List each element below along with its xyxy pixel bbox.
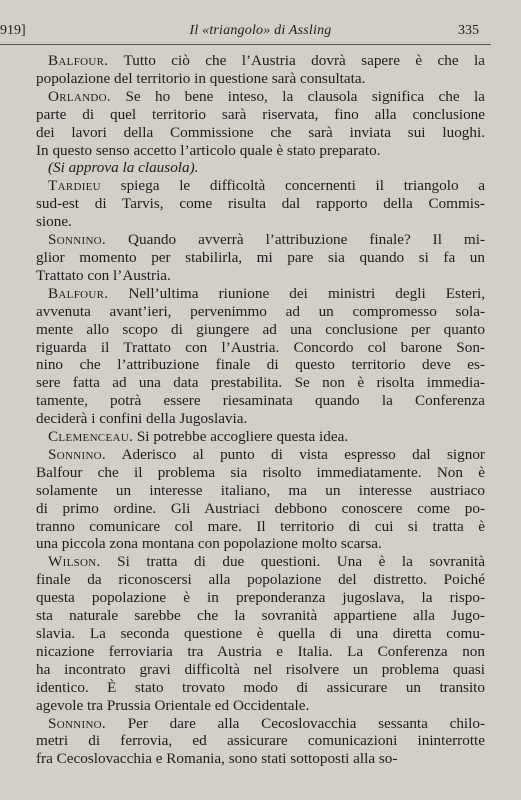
paragraph <box>36 715 485 769</box>
line-text: metri di ferrovia, ed assicurare comunicazioni ininterrotte <box>36 732 485 750</box>
line-text: sud-est di Tarvis, come risulta dal rapporto della Commis- <box>36 195 485 213</box>
line-text: Tutto ciò che l’Austria dovrà sapere è che la <box>123 52 485 69</box>
text-line <box>36 303 485 321</box>
line-text: In questo senso accetto l’articolo quale è stato preparato. <box>36 141 381 159</box>
text-line <box>36 231 485 249</box>
line-text: slavia. La seconda questione è quella di una diretta comu- <box>36 625 485 642</box>
line-text: Si potrebbe accogliere questa idea. <box>136 428 349 446</box>
line-text: sione. <box>36 213 72 231</box>
line-text: Trattato con l’Austria. <box>36 266 171 284</box>
text-line <box>36 267 485 285</box>
line-text: parte di quel territorio sarà riservata, fino alla conclusione <box>36 105 485 123</box>
text-line <box>36 339 485 357</box>
line-text: sere fatta ad una data prestabilita. Se non è risolta immedia- <box>36 374 485 392</box>
paragraph <box>36 52 485 88</box>
speaker-name: Sonnino. <box>48 714 107 732</box>
line-text: identico. È stato trovato modo di assicurare un transito <box>36 678 485 696</box>
text-line <box>36 750 485 768</box>
line-text: di primo ordine. Gli Austriaci debbono conoscere come po- <box>36 499 485 517</box>
text-line <box>36 410 485 428</box>
text-line <box>36 195 485 213</box>
text-line <box>36 124 485 142</box>
text-line <box>36 518 485 536</box>
text-line <box>36 374 485 392</box>
text-line <box>36 106 485 124</box>
line-text: (Si approva la clausola). <box>48 159 199 177</box>
text-line <box>36 553 485 571</box>
line-text: mente allo scopo di giungere ad una conclusione per quanto <box>36 320 485 338</box>
text-line <box>36 679 485 697</box>
line-text: tranno comunicare col mare. Il territorio di cui si tratta è <box>36 517 485 535</box>
text-line <box>36 571 485 589</box>
text-line <box>36 88 485 106</box>
line-text: spiega le difficoltà concernenti il triangolo a <box>120 177 486 195</box>
line-text: finale da riconoscersi alla popolazione del distretto. Poiché <box>36 571 485 589</box>
line-text: Si tratta di due questioni. Una è la sovranità <box>117 553 486 571</box>
line-text: una piccola zona montana con popolazione molto scarsa. <box>36 535 382 553</box>
paragraph <box>36 446 485 553</box>
speaker-name: Sonnino. <box>48 231 107 249</box>
speaker-name: Tardieu <box>48 177 101 195</box>
body-text <box>36 52 485 768</box>
line-text: nino che l’attribuzione finale di questo territorio deve es- <box>36 356 485 374</box>
line-text: nicazione ferroviaria tra Austria e Italia. La Conferenza non <box>36 642 485 660</box>
paragraph <box>36 553 485 714</box>
text-line <box>36 321 485 339</box>
text-line <box>36 428 485 446</box>
line-text: glior momento per stabilirla, mi pare sia quando si fa un <box>36 248 485 266</box>
line-text: tamente, potrà essere riesaminata quando la Conferenza <box>36 392 485 410</box>
text-line <box>36 159 485 177</box>
header-rule <box>0 44 491 45</box>
line-text: Se ho bene inteso, la clausola significa che la <box>125 87 486 105</box>
speaker-name: Clemenceau. <box>48 428 134 446</box>
text-line <box>36 715 485 733</box>
line-text: Quando avverrà l’attribuzione finale? Il mi- <box>128 231 485 249</box>
paragraph <box>36 177 485 231</box>
line-text: dei lavori della Commissione che sarà inviata sui luoghi. <box>36 123 485 141</box>
page-number: 335 <box>458 23 479 38</box>
line-text: Nell’ultima riunione dei ministri degli Esteri, <box>128 284 485 302</box>
line-text: agevole tra Prussia Orientale ed Occidentale. <box>36 696 310 714</box>
running-title: Il «triangolo» di Assling <box>189 23 332 38</box>
text-line <box>36 535 485 553</box>
text-line <box>36 285 485 303</box>
line-text: Aderisco al punto di vista espresso dal signor <box>121 445 485 463</box>
text-line <box>36 464 485 482</box>
header-year-fragment: 919] <box>0 23 26 38</box>
line-text: riguarda il Trattato con l’Austria. Concordo col barone Son- <box>36 338 485 356</box>
text-line <box>36 482 485 500</box>
text-line <box>36 213 485 231</box>
speaker-name: Sonnino. <box>48 445 107 463</box>
speaker-name: Orlando. <box>48 87 111 105</box>
line-text: ha incontrato gravi difficoltà nel risolvere un problema quasi <box>36 660 485 678</box>
line-text: popolazione del territorio in questione sarà consultata. <box>36 69 366 87</box>
text-line <box>36 732 485 750</box>
text-line <box>36 142 485 160</box>
text-line <box>36 500 485 518</box>
line-text: questa popolazione è in preponderanza jugoslava, la rispo- <box>36 589 485 607</box>
text-line <box>36 607 485 625</box>
line-text: Balfour che il problema sia risolto immediatamente. Non è <box>36 463 485 481</box>
line-text: avvenuta avant’ieri, pervenimmo ad un compromesso sola- <box>36 302 485 320</box>
paragraph <box>36 159 485 177</box>
line-text: fra Cecoslovacchia e Romania, sono stati sottoposti alla so- <box>36 750 398 768</box>
line-text: sta naturale sarebbe che la sovranità appartiene alla Jugo- <box>36 607 485 625</box>
line-text: Per dare alla Cecoslovacchia sessanta chilo- <box>127 714 486 732</box>
running-header <box>0 20 521 44</box>
speaker-name: Balfour. <box>48 52 109 69</box>
text-line <box>36 70 485 88</box>
speaker-name: Wilson. <box>48 553 101 571</box>
text-line <box>36 625 485 643</box>
text-line <box>36 643 485 661</box>
speaker-name: Balfour. <box>48 284 109 302</box>
text-line <box>36 392 485 410</box>
text-line <box>36 356 485 374</box>
text-line <box>36 52 485 70</box>
paragraph <box>36 428 485 446</box>
line-text: deciderà i confini della Jugoslavia. <box>36 410 248 428</box>
text-line <box>36 249 485 267</box>
paragraph <box>36 231 485 285</box>
line-text: solamente un interesse italiano, ma un interesse austriaco <box>36 481 485 499</box>
text-line <box>36 661 485 679</box>
paragraph <box>36 285 485 428</box>
text-line <box>36 177 485 195</box>
paragraph <box>36 88 485 160</box>
text-line <box>36 589 485 607</box>
text-line <box>36 446 485 464</box>
text-line <box>36 697 485 715</box>
